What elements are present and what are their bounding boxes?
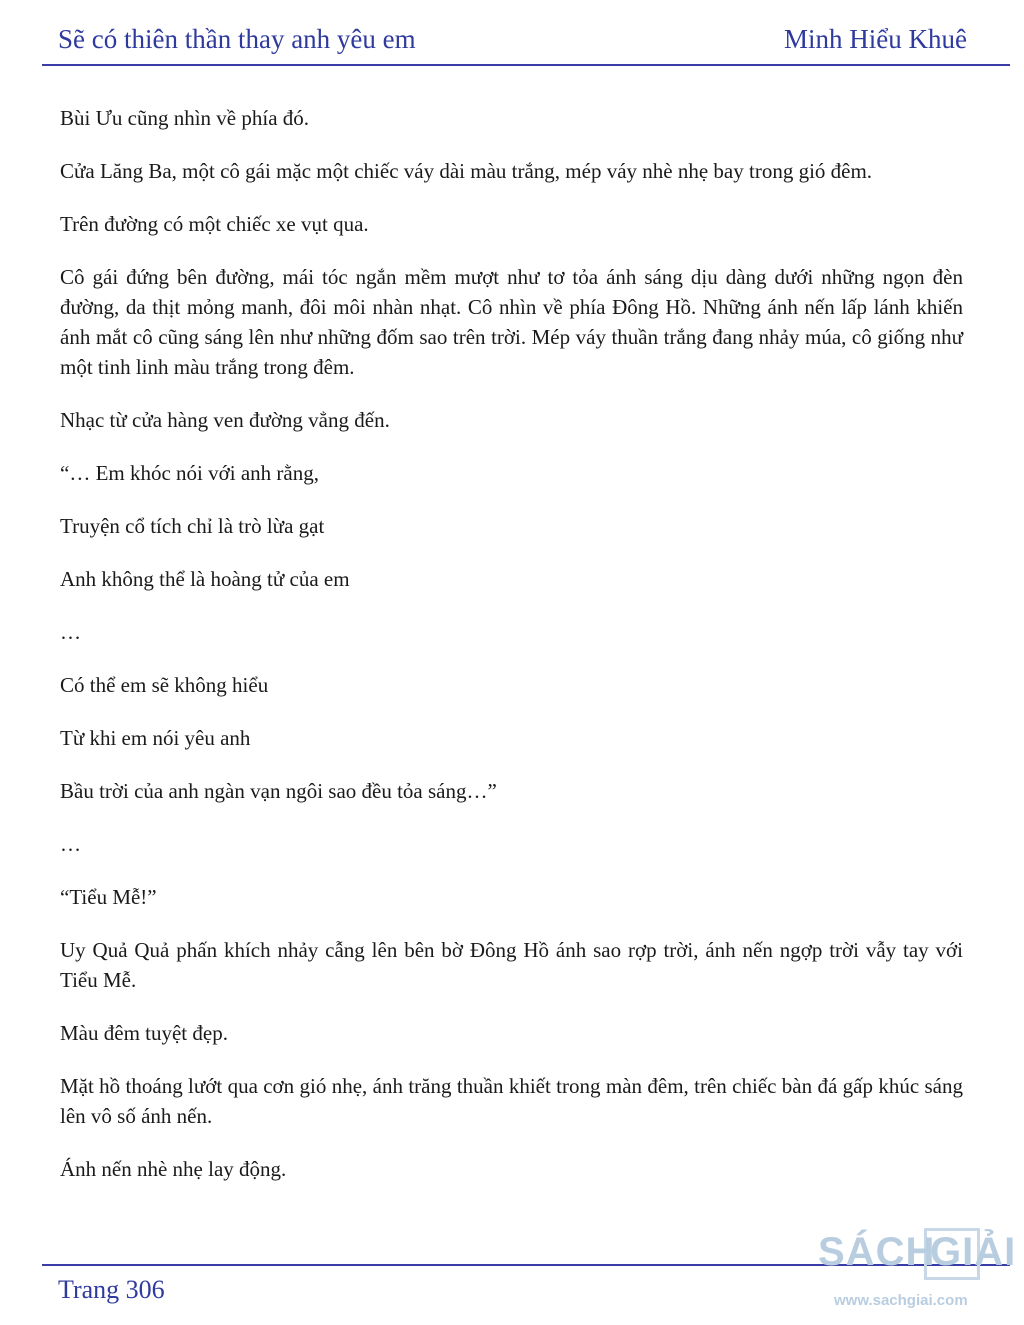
paragraph: Bùi Ưu cũng nhìn về phía đó. bbox=[60, 106, 310, 130]
page-body bbox=[60, 103, 963, 1207]
paragraph: … bbox=[60, 620, 81, 644]
watermark-brand-right: GIẢI bbox=[930, 1230, 1017, 1274]
paragraph: Trên đường có một chiếc xe vụt qua. bbox=[60, 212, 369, 236]
paragraph: Ánh nến nhè nhẹ lay động. bbox=[60, 1157, 287, 1181]
paragraph: Truyện cổ tích chỉ là trò lừa gạt bbox=[60, 514, 325, 538]
paragraph: Có thể em sẽ không hiểu bbox=[60, 673, 269, 697]
paragraph: Từ khi em nói yêu anh bbox=[60, 726, 251, 750]
paragraph: … bbox=[60, 832, 81, 856]
paragraph: Uy Quả Quả phấn khích nhảy cẫng lên bên bờ Đông Hồ ánh sao rợp trời, ánh nến ngợp trời vẫy tay với Tiểu Mễ. bbox=[60, 938, 963, 992]
paragraph: Màu đêm tuyệt đẹp. bbox=[60, 1021, 228, 1045]
paragraph: Anh không thể là hoàng tử của em bbox=[60, 567, 350, 591]
watermark-url: www.sachgiai.com bbox=[834, 1292, 968, 1309]
paragraph: Cửa Lăng Ba, một cô gái mặc một chiếc váy dài màu trắng, mép váy nhè nhẹ bay trong gió đêm. bbox=[60, 159, 873, 183]
paragraph: “Tiểu Mễ!” bbox=[60, 885, 157, 909]
paragraph: Cô gái đứng bên đường, mái tóc ngắn mềm mượt như tơ tỏa ánh sáng dịu dàng dưới những ngọn đèn đường, da thịt mỏng manh, đôi môi nhàn nhạt. Cô nhìn về phía Đông Hồ. Những ánh nến lấp lánh khiến ánh mắt cô cũng sáng lên như những đốm sao trên trời. Mép váy thuần trắng đang nhảy múa, cô giống như một tinh linh màu trắng trong đêm. bbox=[60, 265, 963, 379]
paragraph: Mặt hồ thoáng lướt qua cơn gió nhẹ, ánh trăng thuần khiết trong màn đêm, trên chiếc bàn đá gấp khúc sáng lên vô số ánh nến. bbox=[60, 1074, 963, 1128]
header-divider bbox=[42, 64, 1010, 66]
paragraph: Nhạc từ cửa hàng ven đường vẳng đến. bbox=[60, 408, 390, 432]
paragraph: “… Em khóc nói với anh rằng, bbox=[60, 461, 319, 485]
book-title: Sẽ có thiên thần thay anh yêu em bbox=[58, 24, 416, 54]
watermark-logo bbox=[818, 1228, 1018, 1318]
page-number: Trang 306 bbox=[58, 1275, 165, 1304]
paragraph: Bầu trời của anh ngàn vạn ngôi sao đều tỏa sáng…” bbox=[60, 779, 497, 803]
author-name: Minh Hiểu Khuê bbox=[784, 24, 967, 54]
watermark-brand-left: SÁCH bbox=[818, 1230, 936, 1274]
